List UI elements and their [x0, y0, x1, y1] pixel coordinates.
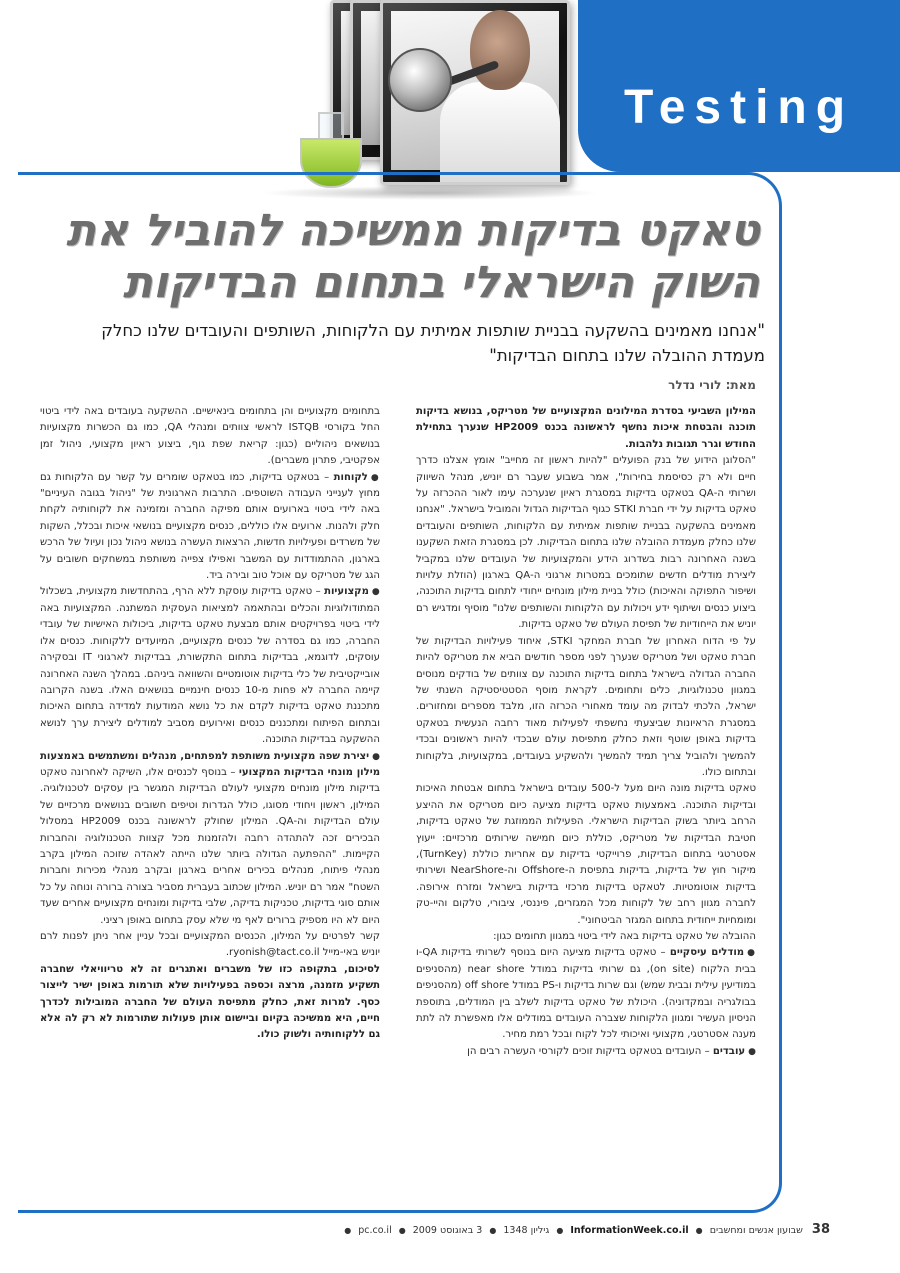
- body-paragraph: "הסלוגן הידוע של בנק הפועלים "להיות ראשון זה מחייב" אומץ אצלנו כדרך חיים ולא רק כסיסמת בחירות", אמר בשבוע שעבר רם יוניש, מנהל השיווק ושרותי ה-QA בטאקט בדיקות במסגרת ראיון שנערכה עימו לאור ההכרזה על טאקט בדיקות על ידי חברת STKI כגוף הבדיקות הגדול והמוביל בישראל. "אנחנו מאמינים בהשקעה בבניית שותפות אמיתית עם הלקוחות, השותפים והעובדים שלנו כחלק מעמדת ההובלה שלנו בתחום הבדיקות. לכן במסגרת הזאת השקענו בשנה האחרונה רבות בשדרוג הידע והמקצועיות של העובדים שלנו במקביל ליצירת מודלים חדשים שתומכים במטרות ארגוני ה-QA בארגון (הוזלת עלויות ושיפור התפוקה והאיכות) כולל בניית מילון מונחים ייחודי לתחום בדיקות התוכנה, ביצוע כנסים ושיתוף ידע ויכולות עם הלקוחות והשותפים שלנו" מוסיף ומדגיש רם יוניש את הייחודיות של תפיסת העולם של טאקט בדיקות.: [416, 455, 757, 631]
- bullet-item: [40, 470, 380, 585]
- publication-name: שבועון אנשים ומחשבים: [709, 1225, 803, 1236]
- body-paragraph: טאקט בדיקות מונה היום מעל ל-500 עובדים בישראל בתחום אבטחת האיכות ובדיקות התוכנה. באמצעות טאקט בדיקות מציעה כיום מטריקס את ההיצע הרחב ביותר בשוק הבדיקות הישראלי. הפעילות הממוזגת של טאקט בדיקות, חטיבת הבדיקות של מטריקס, כוללת כיום חמישה שירותים מרכזיים: ייעוץ אסטרטגי בתחום הבדיקות, פרוייקטי בדיקות עם אחריות כוללת (TurnKey), מיקור חוץ של בדיקות, בדיקות בתפיסת ה-Offshore וה-NearShore ושירותי בדיקות אוטומטיות. לטאקט בדיקות מרכזי בדיקות בישראל ומזרח אירופה. לחברה מגוון רחב של לקוחות מכל המגזרים, פיננסי, ציבורי, טלקום והיי-טק ומומחיות ייחודית בתחום המגזר הביטחוני".: [416, 783, 756, 926]
- bullet-item: [416, 1044, 756, 1060]
- page-footer: 38 שבועון אנשים ומחשבים ● InformationWeek.co.il ● גיליון 1348 ● 3 באוגוסט 2009 ● pc.co.il ●: [344, 1222, 830, 1237]
- bullet-heading: מודלים עיסקיים: [669, 947, 745, 959]
- bullet-item: [40, 584, 380, 748]
- closing-paragraph: לסיכום, בתקופה כזו של משברים ואתגרים זה לא טריוויאלי שחברה תשקיע מזמנה, מרצה וכספה בפעילויות שלא תורמות באופן ישיר לייצור כסף. למרות זאת, כחלק מתפיסת העולם של החברה המובילות לכדרך חיים, היא ממשיכה בקיום וביישום אותן פעולות שתורמות לא רק לה אלא גם ללקוחותיה ולשוק כולו.: [40, 963, 380, 1041]
- article-subtitle: "אנחנו מאמינים בהשקעה בבניית שותפות אמיתית עם הלקוחות, השותפים והעובדים שלנו כחלק מעמדת ההובלה שלנו בתחום הבדיקות": [101, 321, 765, 365]
- bullet-text: – העובדים בטאקט בדיקות זוכים לקורסי העשרה רבים הן: [467, 1045, 713, 1057]
- section-label: Testing: [623, 81, 855, 134]
- article-title: טאקט בדיקות ממשיכה להוביל את השוק הישראלי בתחום הבדיקות: [66, 205, 760, 308]
- bullet-heading: עובדים: [712, 1045, 746, 1057]
- section-tab: [578, 0, 900, 172]
- issue-date: 3 באוגוסט 2009: [412, 1225, 483, 1236]
- doctor-head: [470, 10, 530, 90]
- lead-paragraph: המילון השביעי בסדרת המילונים המקצועיים של מטריקס, בנושא בדיקות תוכנה והבטחת איכות נחשף לראשונה בכנס HP2009 שנערך בתחילת החודש וגרר תגובות נלהבות.: [416, 406, 756, 450]
- bullet-heading: מקצועיות: [324, 586, 369, 598]
- issue-number: גיליון 1348: [503, 1225, 550, 1236]
- bullet-text: – בנוסף לכנסים אלו, השיקה לאחרונה טאקט בדיקות מילון מונחים מקצועי לעולם הבדיקות המגשר בין עסקים לטכנולוגיה. המילון, ראשון ויחודי מסוגו, כולל הגדרות וטיפים חשובים בנושאים מרכזיים של עולם הבדיקות וה-QA. המילון שחולק לראשונה בכנס HP2009 במסלול הבכירים זכה להתהדה רחבה ולהזמנות מכל קצוות הטכנולוגיה והחברות הקיימות. "ההפתעה הגדולה ביותר שלנו הייתה לאהדה שזוכה המילון בקרב מנהלי פיתוח, מנהלים בכירים אחרים בארגון ובקרב מנהלי מכירות וחברות השטח" אמר רם יוניש. המילון שכתוב בעברית מסביר בצורה ברורה ונוחה על כל אותם סוגי בדיקות, טכניקות בדיקה, שלבי בדיקות ומונחים מקצועיים אחרים שעד היום לא היו מספיק ברורים לאף מי שלא עסק בתחום באופן רציני.: [40, 766, 380, 926]
- doctor-figure: [440, 82, 560, 182]
- bullet-heading: יצירת שפה מקצועית משותפת למפתחים, מנהלים ומשתמשים באמצעות מילון מונחי הבדיקות המקצועי: [40, 750, 381, 778]
- body-paragraph: ההובלה של טאקט בדיקות באה לידי ביטוי במגוון תחומים כגון:: [493, 931, 756, 942]
- body-paragraph: בתחומים מקצועיים והן בתחומים בינאישיים. ההשקעה בעובדים באה לידי ביטוי החל בקורסי ISTQB לראשי צוותים ומנהלי QA, כמו גם הכשרות מקצועיות בנושאים ניהוליים (כגון: קריאת שפת גוף, ביצוע ראיון מקצועי, ניהול זמן אפקטיבי, פתרון משברים).: [40, 406, 380, 467]
- byline: מאת: לורי נדלר: [668, 378, 756, 392]
- body-paragraph: על פי הדוח האחרון של חברת המחקר STKI, איחוד פעילויות הבדיקות של חברת טאקט ושל מטריקס שנערך לפני מספר חודשים הביא את מטריקס להיות החברה הגדולה בישראל בתחום בדיקות התוכנה עם צוותים של בודקים מנוסים במגוון טכנולוגיות, כלים ותחומים. לקראת מוסף הסטטיסטיקה השנתי של ישראל, הלכתי לבדוק מה עומד מאחורי הכרזה הזו, מלבד מספרים ומחזורים. במסגרת הראיונות שביצעתי נחשפתי לפעילות מאוד רחבה הנעשית בטאקט בדיקות באופן שוטף וזאת כחלק מתפיסת עולם שבכדי להיות ראשונים ובכדי להמשיך ולהוביל צריך תמיד להמשיך ולהשקיע בעובדים, במקצועיות, בלקוחות ובתחום כולו.: [416, 635, 756, 778]
- bullet-item: [40, 749, 380, 929]
- article-column-left: [40, 404, 380, 1044]
- site-name: InformationWeek.co.il: [570, 1225, 689, 1236]
- page-number: 38: [811, 1222, 830, 1237]
- bullet-item: [416, 945, 756, 1043]
- bullet-heading: לקוחות: [333, 471, 368, 483]
- site-domain: pc.co.il: [358, 1225, 392, 1236]
- bullet-text: – בטאקט בדיקות, כמו בטאקט שומרים על קשר עם הלקוחות גם מחוץ לענייני העבודה השוטפים. התרבות הארגונית של "ניהול בגובה העיניים" באה לידי ביטוי בארועים אותם מפיקה החברה ומזמינה את לקוחותיה לקחת חלק ולהנות. ארועים אלו כוללים, כנסים מקצועיים בנושאי איכות ובכלל, השקות של משרדים ופעילויות חדשות, הרצאות העשרה בנושא ניהול נכון ועיול של הרכש בארגון, ההתמודדות עם המשבר ואפילו צפייה משותפת במשחקים חשובים על הגג של מטריקס עם אוכל טוב ובירה ביד.: [40, 471, 380, 582]
- bullet-text: – טאקט בדיקות מציעה היום בנוסף לשרותי בדיקות QA-ו בבית הלקוח (on site), גם שרותי בדיקות במודל near shore (מהסניפים במודיעין עילית ובבית שמש) וגם שרות בדיקות ו-PS במודל off shore (מהסניפים בבולגריה ובמקדוניה). היכולת של טאקט בדיקות לשלב בין המודלים, בתוספת הניסיון העשיר ומגוון הלקוחות שצברה העובדים במודלים אלו מאפשרת לה לתת מענה אסטרטגי, מקצועי ואיכותי לכל לקוח ובכל רמת מחיר.: [416, 947, 756, 1041]
- article-column-right: [416, 404, 756, 1060]
- stethoscope-icon: [388, 48, 452, 112]
- contact-paragraph: קשר לפרטים על המילון, הכנסים המקצועיים ובכל עניין אחר ניתן לפנות לרם יוניש באי-מייל ryonish@tact.co.il.: [40, 931, 380, 959]
- bullet-text: – טאקט בדיקות עוסקת ללא הרף, בהתחדשות מקצועית, בשכלול המתודולוגיות והכלים ובהתאמה למציאות העסקית המשתנה. המקצועיות באה לידי ביטוי בפרויקטים אותם מבצעת טאקט בדיקות, ביכולות האישיות של עובדי החברה, כמו גם בסדרה של כנסים מקצועיים, המיועדים ללקוחות. כנסים אלו עוסקים, לדוגמא, בבדיקות בתחום התקשורת, בבדיקות לארגוני IT ובסקירה אובייקטיבית של כלי בדיקות אוטומטיים והשוואה ביניהם. במהלך השנה האחרונה קיימה החברה לא פחות מ-10 כנסים חינמיים בנושאים האלו. בשנה הקרובה מתכננת טאקט בדיקות לקדם את כל נושא המודעות למדידה בתחום האיכות ובתחום הפיתוח ומתכננים כנסים ואירועים מסביב למודלים ליצירת ערך לנושא ההשקעה בבדיקות התוכנה.: [40, 586, 380, 746]
